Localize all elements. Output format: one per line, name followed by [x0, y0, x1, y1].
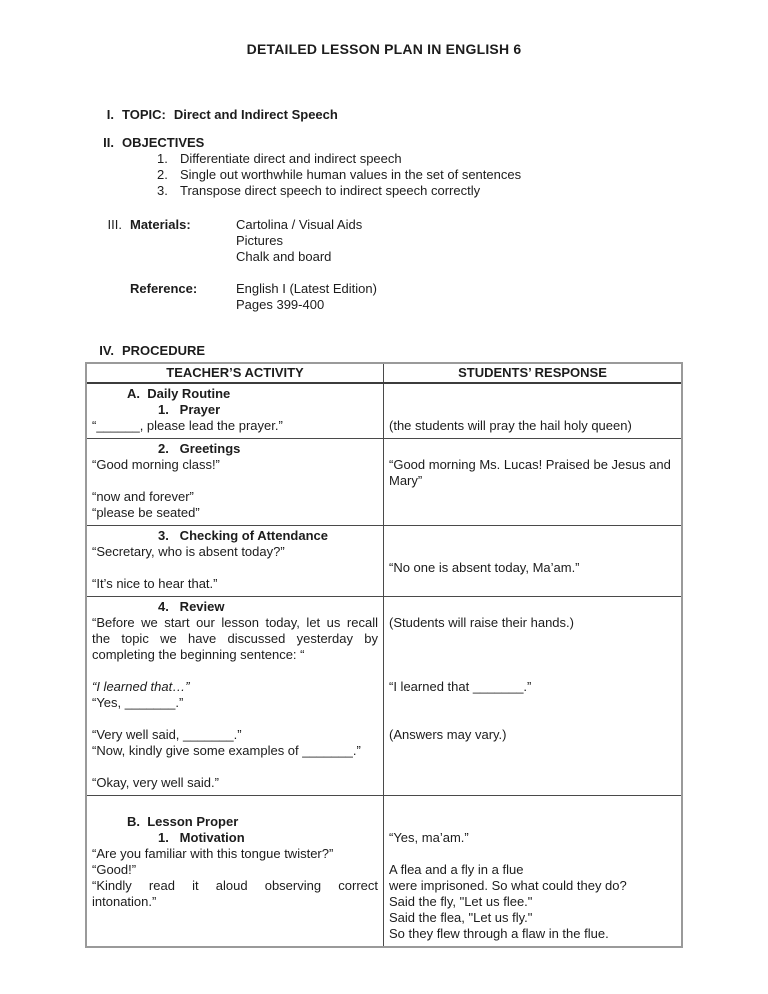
text-line: 2. Greetings — [158, 441, 241, 456]
objective-text: Transpose direct speech to indirect speech correctly — [180, 183, 481, 198]
text-line: Said the flea, "Let us fly." — [389, 910, 533, 925]
materials-value: Cartolina / Visual Aids — [236, 217, 363, 232]
students-response-header: STUDENTS’ RESPONSE — [458, 365, 607, 380]
text-line — [92, 711, 378, 727]
text-line: the topic we have discussed yesterday by — [92, 631, 378, 646]
text-line: (Students will raise their hands.) — [389, 615, 574, 630]
teacher-activity-cell — [87, 796, 384, 946]
materials-values — [236, 217, 362, 265]
text-line — [92, 663, 378, 679]
text-line — [389, 663, 676, 679]
teacher-activity-cell — [87, 597, 384, 795]
teacher-activity-cell — [87, 526, 384, 596]
text-line: 3. Checking of Attendance — [158, 528, 328, 543]
text-line — [92, 560, 378, 576]
text-line: “now and forever” — [92, 489, 194, 504]
text-line: “Yes, ma’am.” — [389, 830, 469, 845]
procedure-table-body — [87, 384, 681, 946]
text-line: Said the fly, "Let us flee." — [389, 894, 533, 909]
text-line: intonation.” — [92, 894, 157, 909]
text-line — [389, 544, 676, 560]
objective-item — [0, 183, 768, 199]
text-line — [389, 528, 676, 544]
text-line: “I learned that _______.” — [389, 679, 532, 694]
table-row — [87, 597, 681, 796]
reference-value: Pages 399-400 — [236, 297, 325, 312]
teacher-activity-cell — [87, 439, 384, 525]
text-line — [92, 473, 378, 489]
text-line: “please be seated” — [92, 505, 200, 520]
objective-item — [0, 167, 768, 183]
objectives-numeral: II. — [103, 135, 114, 150]
procedure-numeral: IV. — [99, 343, 114, 358]
text-line: “No one is absent today, Ma’am.” — [389, 560, 580, 575]
section-objectives — [0, 135, 768, 151]
students-response-cell — [384, 796, 681, 946]
text-line: “Yes, _______.” — [92, 695, 184, 710]
text-line: “Good morning Ms. Lucas! Praised be Jesus and Mary” — [389, 457, 675, 488]
text-line: “Good morning class!” — [92, 457, 220, 472]
section-reference — [0, 281, 768, 313]
text-line — [389, 695, 676, 711]
reference-numeral-spacer — [98, 281, 122, 313]
text-line — [389, 631, 676, 647]
text-line — [389, 402, 676, 418]
table-row — [87, 526, 681, 597]
text-line: “I learned that…” — [92, 679, 190, 694]
reference-value: English I (Latest Edition) — [236, 281, 377, 296]
text-line: “Before we start our lesson today, let us recall — [92, 615, 378, 630]
text-line — [92, 798, 378, 814]
reference-label: Reference: — [130, 281, 198, 296]
topic-numeral: I. — [106, 107, 114, 122]
section-topic — [0, 107, 768, 123]
table-row — [87, 439, 681, 526]
procedure-table — [85, 362, 683, 948]
text-line — [389, 846, 676, 862]
text-line: “Are you familiar with this tongue twister?” — [92, 846, 334, 861]
text-line: “______, please lead the prayer.” — [92, 418, 283, 433]
text-line: B. Lesson Proper — [127, 814, 239, 829]
topic-value: Direct and Indirect Speech — [173, 107, 338, 122]
materials-value: Chalk and board — [236, 249, 332, 264]
objective-text: Single out worthwhile human values in the set of sentences — [180, 167, 522, 182]
text-line — [389, 647, 676, 663]
text-line: 4. Review — [158, 599, 225, 614]
text-line: “It’s nice to hear that.” — [92, 576, 218, 591]
objective-number: 2. — [157, 167, 168, 182]
text-line: (the students will pray the hail holy queen) — [389, 418, 632, 433]
text-line: “Kindly read it aloud observing correct — [92, 878, 378, 893]
text-line: 1. Prayer — [158, 402, 221, 417]
materials-numeral: III. — [107, 217, 122, 232]
text-line — [389, 386, 676, 402]
text-line: “Very well said, _______.” — [92, 727, 242, 742]
text-line: A. Daily Routine — [127, 386, 231, 401]
text-line: “Secretary, who is absent today?” — [92, 544, 285, 559]
text-line: were imprisoned. So what could they do? — [389, 878, 627, 893]
materials-label: Materials: — [130, 217, 191, 232]
section-materials — [0, 217, 768, 265]
objective-number: 1. — [157, 151, 168, 166]
teacher-activity-cell — [87, 384, 384, 438]
text-line — [389, 441, 676, 457]
text-line: “Okay, very well said.” — [92, 775, 219, 790]
students-response-cell — [384, 526, 681, 596]
page-title: DETAILED LESSON PLAN IN ENGLISH 6 — [246, 41, 522, 57]
students-response-cell — [384, 439, 681, 525]
text-line: completing the beginning sentence: “ — [92, 647, 305, 662]
text-line: “Now, kindly give some examples of _______.” — [92, 743, 361, 758]
students-response-cell — [384, 597, 681, 795]
text-line: A flea and a fly in a flue — [389, 862, 524, 877]
procedure-table-header — [87, 364, 681, 384]
text-line — [389, 814, 676, 830]
materials-value: Pictures — [236, 233, 283, 248]
reference-values — [236, 281, 377, 313]
students-response-cell — [384, 384, 681, 438]
table-row — [87, 796, 681, 946]
text-line: 1. Motivation — [158, 830, 245, 845]
table-row — [87, 384, 681, 439]
topic-label: TOPIC: — [122, 107, 166, 122]
text-line — [389, 599, 676, 615]
objective-text: Differentiate direct and indirect speech — [180, 151, 402, 166]
text-line: (Answers may vary.) — [389, 727, 507, 742]
text-line — [389, 798, 676, 814]
text-line: So they flew through a flaw in the flue. — [389, 926, 609, 941]
objective-number: 3. — [157, 183, 168, 198]
text-line — [389, 711, 676, 727]
objective-item — [0, 151, 768, 167]
objectives-label: OBJECTIVES — [122, 135, 205, 150]
section-procedure — [0, 343, 768, 359]
text-line — [92, 759, 378, 775]
text-line: “Good!” — [92, 862, 137, 877]
teacher-activity-header: TEACHER’S ACTIVITY — [87, 364, 384, 382]
procedure-label: PROCEDURE — [122, 343, 206, 358]
